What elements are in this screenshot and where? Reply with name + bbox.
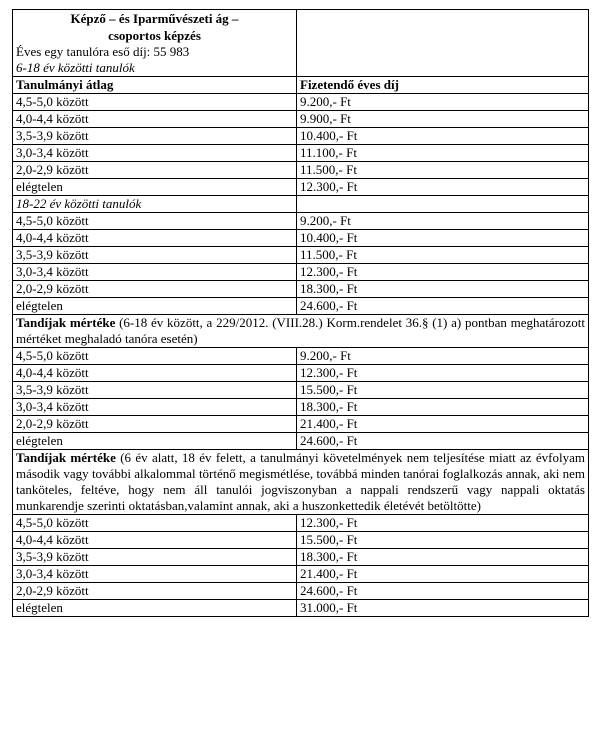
fee-cell: 24.600,- Ft — [297, 298, 589, 315]
table-title-line2: csoportos képzés — [108, 28, 201, 43]
empty-cell — [297, 196, 589, 213]
range-cell: 4,0-4,4 között — [13, 365, 297, 382]
range-cell: elégtelen — [13, 600, 297, 617]
range-cell: 2,0-2,9 között — [13, 162, 297, 179]
table-row — [13, 281, 589, 298]
table-title-line1: Képző – és Iparművészeti ág – — [70, 11, 239, 26]
fee-cell: 9.200,- Ft — [297, 94, 589, 111]
fee-cell: 18.300,- Ft — [297, 549, 589, 566]
fee-cell: 18.300,- Ft — [297, 399, 589, 416]
table-row — [13, 264, 589, 281]
tuition-section-heading-1 — [13, 315, 589, 348]
column-header-fee: Fizetendő éves díj — [297, 77, 589, 94]
table-row — [13, 145, 589, 162]
fee-cell: 12.300,- Ft — [297, 179, 589, 196]
range-cell: 4,0-4,4 között — [13, 230, 297, 247]
fee-cell: 12.300,- Ft — [297, 365, 589, 382]
section-heading-bold: Tandíjak mértéke — [16, 450, 116, 465]
table-row — [13, 583, 589, 600]
table-row — [13, 515, 589, 532]
table-row — [13, 433, 589, 450]
range-cell: 4,5-5,0 között — [13, 94, 297, 111]
range-cell: 4,5-5,0 között — [13, 348, 297, 365]
fee-cell: 10.400,- Ft — [297, 230, 589, 247]
range-cell: elégtelen — [13, 298, 297, 315]
fee-cell: 15.500,- Ft — [297, 532, 589, 549]
table-row — [13, 94, 589, 111]
header-row — [13, 10, 589, 77]
range-cell: 3,5-3,9 között — [13, 247, 297, 264]
range-cell: 3,0-3,4 között — [13, 399, 297, 416]
section-heading-text: (6-18 év között, a 229/2012. (VIII.28.) Korm.rendelet 36.§ (1) a) pontban meghatározott mértéket meghaladó tanóra esetén) — [16, 315, 585, 346]
fee-cell: 15.500,- Ft — [297, 382, 589, 399]
fee-cell: 21.400,- Ft — [297, 566, 589, 583]
range-cell: 4,0-4,4 között — [13, 111, 297, 128]
fee-cell: 11.500,- Ft — [297, 162, 589, 179]
table-row — [13, 128, 589, 145]
fee-cell: 9.200,- Ft — [297, 348, 589, 365]
table-row — [13, 566, 589, 583]
range-cell: 3,5-3,9 között — [13, 549, 297, 566]
fee-cell: 9.200,- Ft — [297, 213, 589, 230]
table-row — [13, 179, 589, 196]
range-cell: 3,0-3,4 között — [13, 566, 297, 583]
range-cell: 4,0-4,4 között — [13, 532, 297, 549]
table-row — [13, 399, 589, 416]
age-group-label: 6-18 év közötti tanulók — [16, 60, 135, 75]
section-heading-row — [13, 315, 589, 348]
section-heading-text: (6 év alatt, 18 év felett, a tanulmányi követelmények nem teljesítése miatt az évfolyam második vagy további alkalommal történő megismétlése, továbbá minden tanórai foglalkozás annak, aki nem tanköteles, feltéve, hogy nem áll tanulói jogviszonyban a nappali rendszerű vagy nappali oktatás munkarendje szerinti oktatásban,valamint annak, aki a huszonkettedik életévét betöltötte) — [16, 450, 585, 513]
fee-cell: 11.500,- Ft — [297, 247, 589, 264]
range-cell: elégtelen — [13, 433, 297, 450]
fee-cell: 24.600,- Ft — [297, 433, 589, 450]
tuition-fee-table — [12, 9, 589, 617]
range-cell: 3,0-3,4 között — [13, 264, 297, 281]
table-row — [13, 382, 589, 399]
range-cell: 4,5-5,0 között — [13, 213, 297, 230]
table-row — [13, 365, 589, 382]
table-row — [13, 348, 589, 365]
tuition-section-heading-2 — [13, 450, 589, 515]
fee-cell: 9.900,- Ft — [297, 111, 589, 128]
range-cell: 3,5-3,9 között — [13, 128, 297, 145]
section-heading-row — [13, 450, 589, 515]
fee-cell: 31.000,- Ft — [297, 600, 589, 617]
column-header-row — [13, 77, 589, 94]
fee-cell: 24.600,- Ft — [297, 583, 589, 600]
column-header-average: Tanulmányi átlag — [13, 77, 297, 94]
fee-cell: 12.300,- Ft — [297, 515, 589, 532]
table-row — [13, 111, 589, 128]
range-cell: 4,5-5,0 között — [13, 515, 297, 532]
range-cell: 2,0-2,9 között — [13, 583, 297, 600]
fee-cell: 11.100,- Ft — [297, 145, 589, 162]
table-row — [13, 247, 589, 264]
table-row — [13, 532, 589, 549]
fee-cell: 21.400,- Ft — [297, 416, 589, 433]
table-row — [13, 162, 589, 179]
header-cell — [13, 10, 297, 77]
table-row — [13, 230, 589, 247]
table-row — [13, 213, 589, 230]
annual-fee-line: Éves egy tanulóra eső díj: 55 983 — [16, 44, 190, 59]
header-empty-cell — [297, 10, 589, 77]
range-cell: 3,0-3,4 között — [13, 145, 297, 162]
fee-cell: 10.400,- Ft — [297, 128, 589, 145]
table-row — [13, 549, 589, 566]
range-cell: 2,0-2,9 között — [13, 416, 297, 433]
age-group-label-18-22: 18-22 év közötti tanulók — [13, 196, 297, 213]
fee-cell: 18.300,- Ft — [297, 281, 589, 298]
table-row — [13, 298, 589, 315]
range-cell: 2,0-2,9 között — [13, 281, 297, 298]
range-cell: 3,5-3,9 között — [13, 382, 297, 399]
section-heading-bold: Tandíjak mértéke — [16, 315, 116, 330]
section-label-row — [13, 196, 589, 213]
table-row — [13, 416, 589, 433]
table-row — [13, 600, 589, 617]
range-cell: elégtelen — [13, 179, 297, 196]
fee-cell: 12.300,- Ft — [297, 264, 589, 281]
